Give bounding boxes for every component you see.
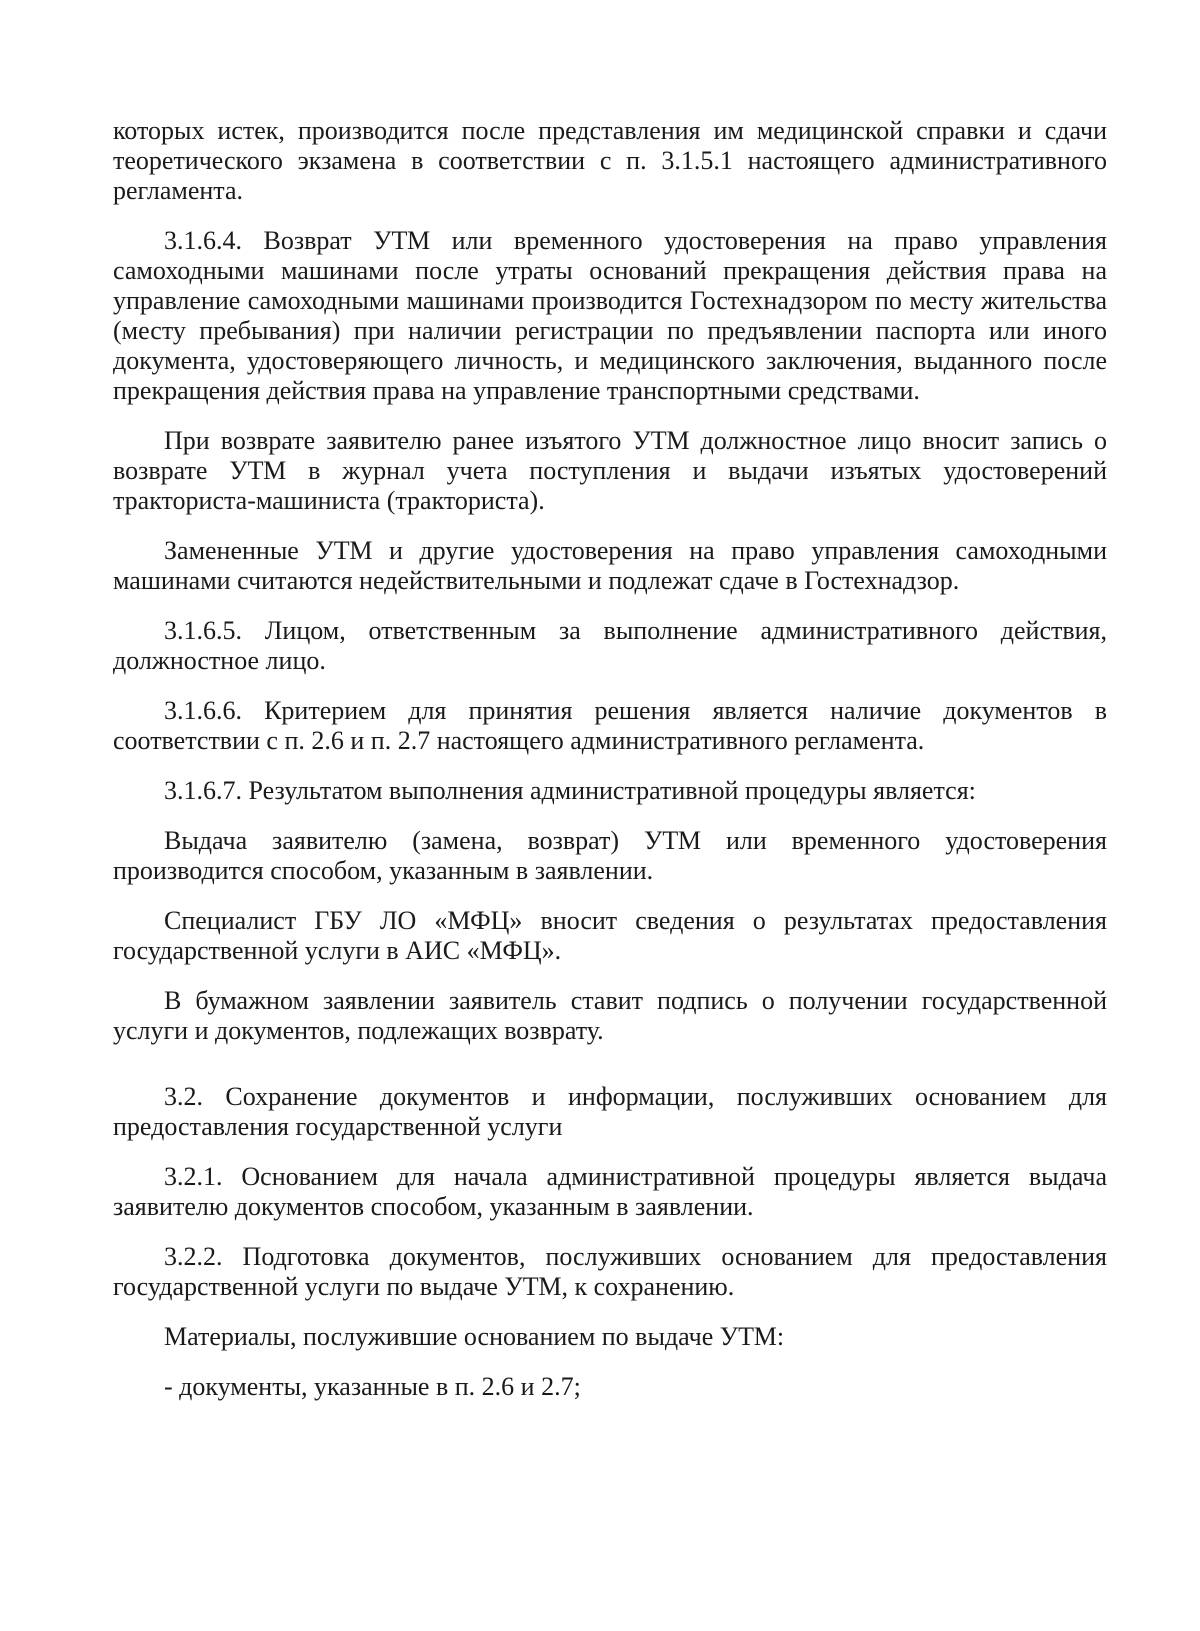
document-body bbox=[113, 116, 1107, 1422]
paragraph-3-2-1: 3.2.1. Основанием для начала административной процедуры является выдача заявителю документов способом, указанным в заявлении. bbox=[113, 1162, 1107, 1221]
list-item-documents: - документы, указанные в п. 2.6 и 2.7; bbox=[164, 1372, 581, 1401]
paragraph-3-1-6-5: 3.1.6.5. Лицом, ответственным за выполнение административного действия, должностное лицо. bbox=[113, 616, 1107, 675]
paragraph-3-2-2: 3.2.2. Подготовка документов, послуживших основанием для предоставления государственной услуги по выдаче УТМ, к сохранению. bbox=[113, 1242, 1107, 1301]
paragraph-3-1-6-4: 3.1.6.4. Возврат УТМ или временного удостоверения на право управления самоходными машинами после утраты оснований прекращения действия права на управление самоходными машинами производится Гостехнадзором по месту жительства (месту пребывания) при наличии регистрации по предъявлении паспорта или иного документа, удостоверяющего личность, и медицинского заключения, выданного после прекращения действия права на управление транспортными средствами. bbox=[113, 226, 1107, 405]
paragraph-paper-signature: В бумажном заявлении заявитель ставит подпись о получении государственной услуги и документов, подлежащих возврату. bbox=[113, 986, 1107, 1045]
paragraph-continuation: которых истек, производится после представления им медицинской справки и сдачи теоретического экзамена в соответствии с п. 3.1.5.1 настоящего административного регламента. bbox=[113, 116, 1107, 205]
paragraph-replaced-utm: Замененные УТМ и другие удостоверения на право управления самоходными машинами считаются недействительными и подлежат сдаче в Гостехнадзор. bbox=[113, 536, 1107, 595]
paragraph-3-1-6-7: 3.1.6.7. Результатом выполнения административной процедуры является: bbox=[164, 776, 976, 805]
section-heading-3-2: 3.2. Сохранение документов и информации, послуживших основанием для предоставления государственной услуги bbox=[113, 1082, 1107, 1141]
paragraph-utm-return-record: При возврате заявителю ранее изъятого УТМ должностное лицо вносит запись о возврате УТМ в журнал учета поступления и выдачи изъятых удостоверений тракториста-машиниста (тракториста). bbox=[113, 426, 1107, 515]
paragraph-issuance: Выдача заявителю (замена, возврат) УТМ или временного удостоверения производится способом, указанным в заявлении. bbox=[113, 826, 1107, 885]
paragraph-mfc-specialist: Специалист ГБУ ЛО «МФЦ» вносит сведения о результатах предоставления государственной услуги в АИС «МФЦ». bbox=[113, 906, 1107, 965]
paragraph-3-1-6-6: 3.1.6.6. Критерием для принятия решения является наличие документов в соответствии с п. 2.6 и п. 2.7 настоящего административного регламента. bbox=[113, 696, 1107, 755]
paragraph-materials: Материалы, послужившие основанием по выдаче УТМ: bbox=[164, 1322, 785, 1351]
section-gap bbox=[113, 1066, 1107, 1082]
